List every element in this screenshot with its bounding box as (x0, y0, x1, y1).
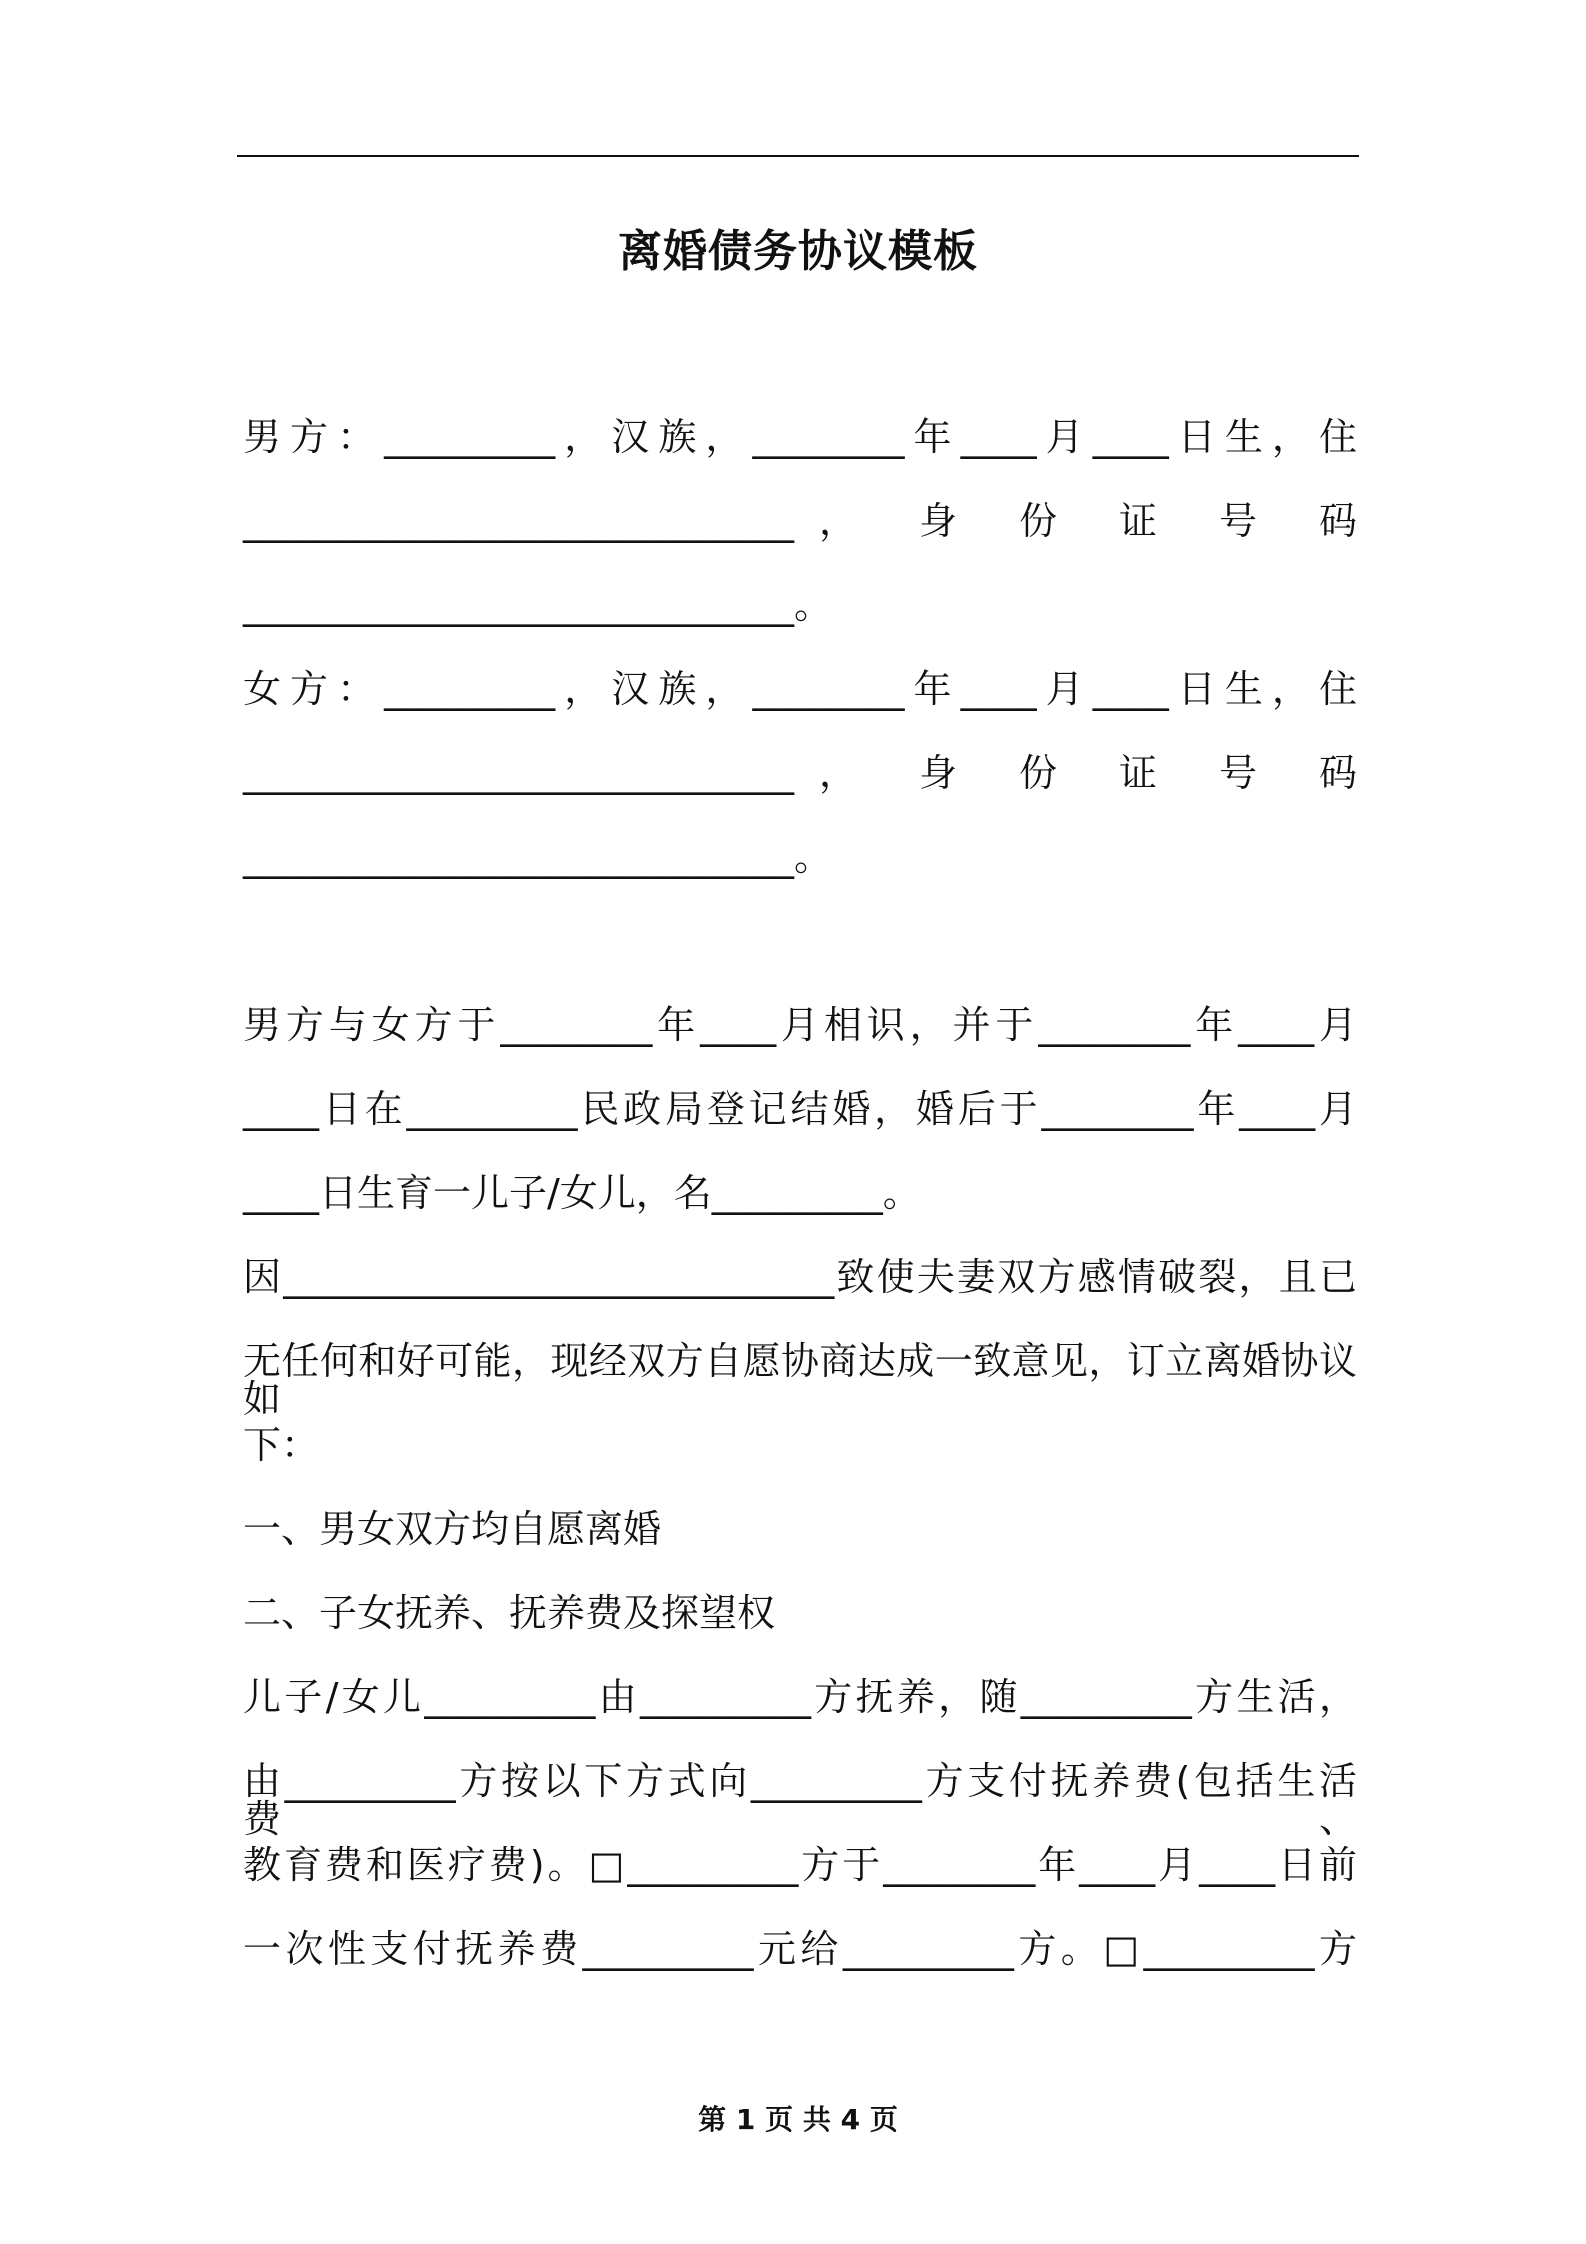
section-heading: 一、男女双方均自愿离婚 (243, 1507, 662, 1551)
text-line: ____日生育一儿子/女儿，名_________。 (243, 1171, 921, 1215)
text-line: 一次性支付抚养费_________元给_________方。□_________方 (243, 1927, 1357, 1971)
text-line: 教育费和医疗费)。□_________方于________年____月____日前 (243, 1843, 1357, 1887)
text-line: 无任何和好可能，现经双方自愿协商达成一致意见，订立离婚协议如 (243, 1339, 1357, 1421)
text-line: 下： (243, 1423, 320, 1467)
text-line: _____________________________。 (243, 835, 833, 879)
text-line: 男方：_________，汉族，________年____月____日生，住 (243, 415, 1357, 459)
text-line: 由_________方按以下方式向_________方支付抚养费(包括生活费、 (243, 1759, 1357, 1841)
text-line: 儿子/女儿_________由_________方抚养，随_________方生活， (243, 1675, 1357, 1719)
header-rule (237, 155, 1359, 157)
text-line: _____________________________。 (243, 583, 833, 627)
text-line: _____________________________， 身 份 证 号 码 (243, 751, 1357, 795)
section-heading: 二、子女抚养、抚养费及探望权 (243, 1591, 776, 1635)
text-line: 女方：_________，汉族，________年____月____日生，住 (243, 667, 1357, 711)
document-title: 离婚债务协议模板 (618, 226, 978, 277)
text-line: _____________________________， 身 份 证 号 码 (243, 499, 1357, 543)
page-footer: 第 1 页 共 4 页 (698, 2103, 898, 2136)
text-line: 男方与女方于________年____月相识，并于________年____月 (243, 1003, 1357, 1047)
text-line: ____日在_________民政局登记结婚，婚后于________年____月 (243, 1087, 1357, 1131)
text-line: 因_____________________________致使夫妻双方感情破裂，且已 (243, 1255, 1357, 1299)
